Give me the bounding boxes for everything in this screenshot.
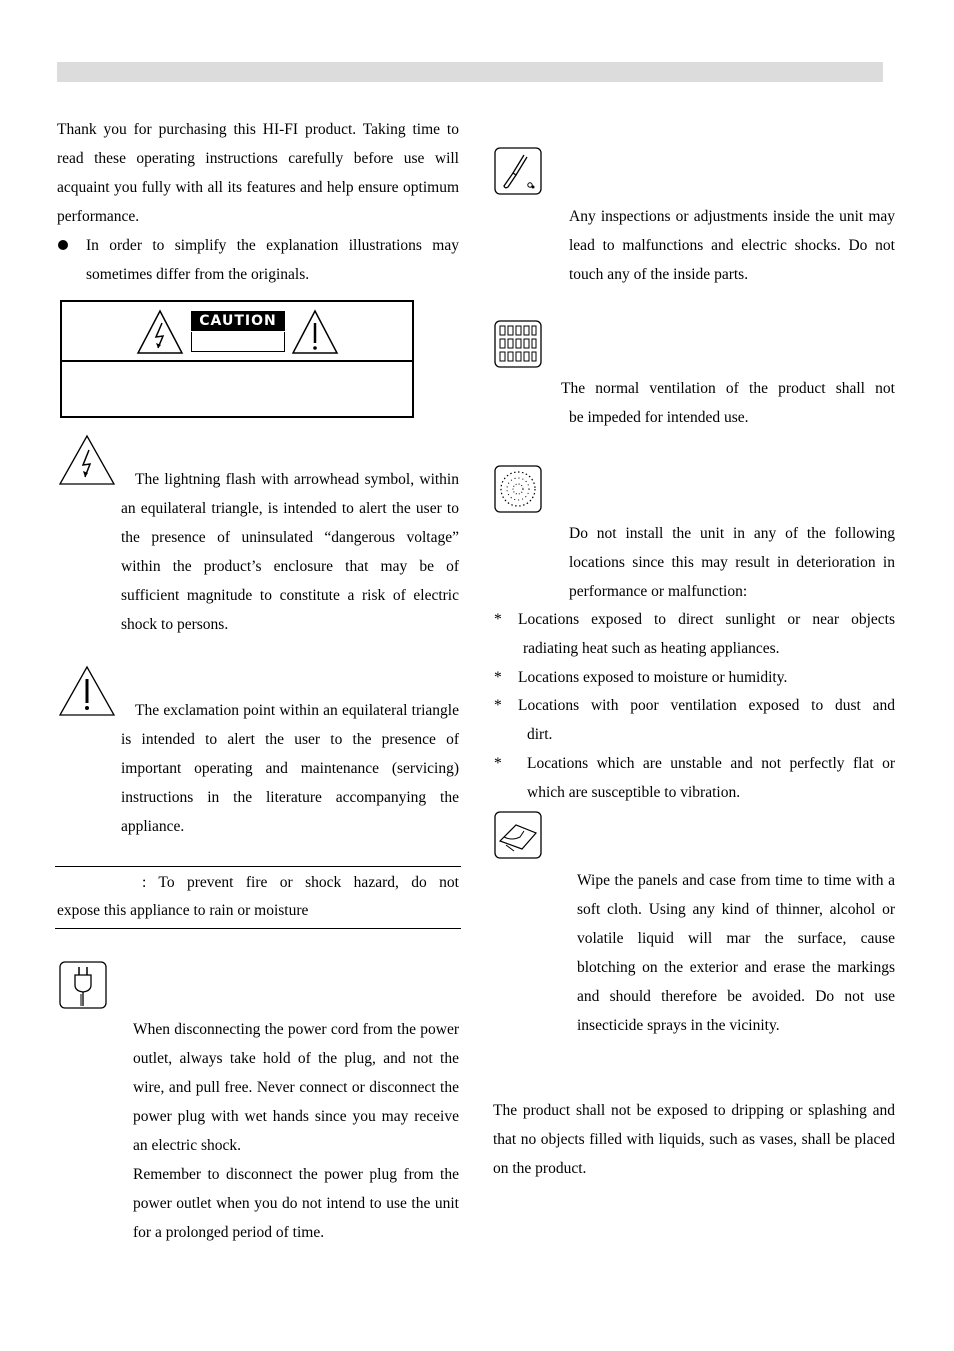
- caution-label-underbox: [191, 332, 285, 352]
- warning-rule-bottom: [55, 928, 461, 929]
- caution-divider: [62, 360, 412, 362]
- caution-label: CAUTION: [191, 311, 285, 331]
- exclamation-triangle-icon: [58, 665, 116, 717]
- intro-paragraph: Thank you for purchasing this HI-FI product. Taking time to read these operating instructions carefully before use will acquaint you fully with all its features and help ensure optimum performance.: [57, 121, 459, 225]
- location-item-4-bullet: *: [494, 755, 502, 772]
- dotted-circle-icon: [494, 465, 542, 513]
- location-item-4-line-1: Locations which are unstable and not perfectly flat or: [527, 755, 895, 772]
- power-cord-text-2: Remember to disconnect the power plug from the power outlet when you do not intend to use the unit for a prolonged period of time.: [133, 1166, 459, 1241]
- screwdriver-icon: [494, 147, 542, 195]
- lightning-triangle-icon: [58, 434, 116, 486]
- location-item-2-line-1: Locations exposed to moisture or humidity.: [518, 669, 788, 686]
- location-item-3-line-1: Locations with poor ventilation exposed to dust and: [518, 697, 895, 714]
- location-item-1-bullet: *: [494, 611, 502, 628]
- location-text: Do not install the unit in any of the following locations since this may result in deterioration in performance or malfunction:: [569, 525, 895, 600]
- exclamation-triangle-icon: [291, 309, 339, 355]
- ventilation-grille-icon: [494, 320, 542, 368]
- lightning-triangle-icon: [136, 309, 184, 355]
- exclamation-symbol-text: The exclamation point within an equilateral triangle is intended to alert the user to the presence of important operating and maintenance (servicing) instructions in the literature accompanying the appliance.: [121, 702, 459, 835]
- bullet-dot-icon: [58, 240, 68, 250]
- inspection-text: Any inspections or adjustments inside the unit may lead to malfunctions and electric shocks. Do not touch any of the inside parts.: [569, 208, 895, 283]
- caution-box: [60, 300, 414, 418]
- ventilation-line-2: be impeded for intended use.: [569, 409, 749, 426]
- cleaning-text: Wipe the panels and case from time to time with a soft cloth. Using any kind of thinner, alcohol or volatile liquid will mar the surface, cause blotching on the exterior and erase the markings and should therefore be avoided. Do not use insecticide sprays in the vicinity.: [577, 872, 895, 1034]
- location-item-3-line-2: dirt.: [527, 726, 553, 743]
- location-item-2-bullet: *: [494, 669, 502, 686]
- location-item-3-bullet: *: [494, 697, 502, 714]
- liquids-text: The product shall not be exposed to dripping or splashing and that no objects filled with liquids, such as vases, shall be placed on the product.: [493, 1102, 895, 1177]
- section-header-bar: [57, 62, 883, 82]
- ventilation-line-1: The normal ventilation of the product shall not: [561, 380, 895, 397]
- location-item-1-line-1: Locations exposed to direct sunlight or near objects: [518, 611, 895, 628]
- location-item-1-line-2: radiating heat such as heating appliances.: [523, 640, 780, 657]
- warning-line-2: expose this appliance to rain or moisture: [57, 902, 309, 919]
- location-item-4-line-2: which are susceptible to vibration.: [527, 784, 741, 801]
- cloth-wipe-icon: [494, 811, 542, 859]
- warning-rule-top: [55, 866, 461, 867]
- power-cord-text-1: When disconnecting the power cord from the power outlet, always take hold of the plug, and not the wire, and pull free. Never connect or disconnect the power plug with wet hands since you may receive an electric shock.: [133, 1021, 459, 1154]
- intro-bullet-text: In order to simplify the explanation illustrations may sometimes differ from the originals.: [86, 237, 459, 283]
- power-plug-icon: [59, 961, 107, 1009]
- warning-line-1: : To prevent fire or shock hazard, do not: [142, 874, 459, 891]
- lightning-symbol-text: The lightning flash with arrowhead symbol, within an equilateral triangle, is intended to alert the user to the presence of uninsulated “dangerous voltage” within the product’s enclosure that may be of sufficient magnitude to constitute a risk of electric shock to persons.: [121, 471, 459, 633]
